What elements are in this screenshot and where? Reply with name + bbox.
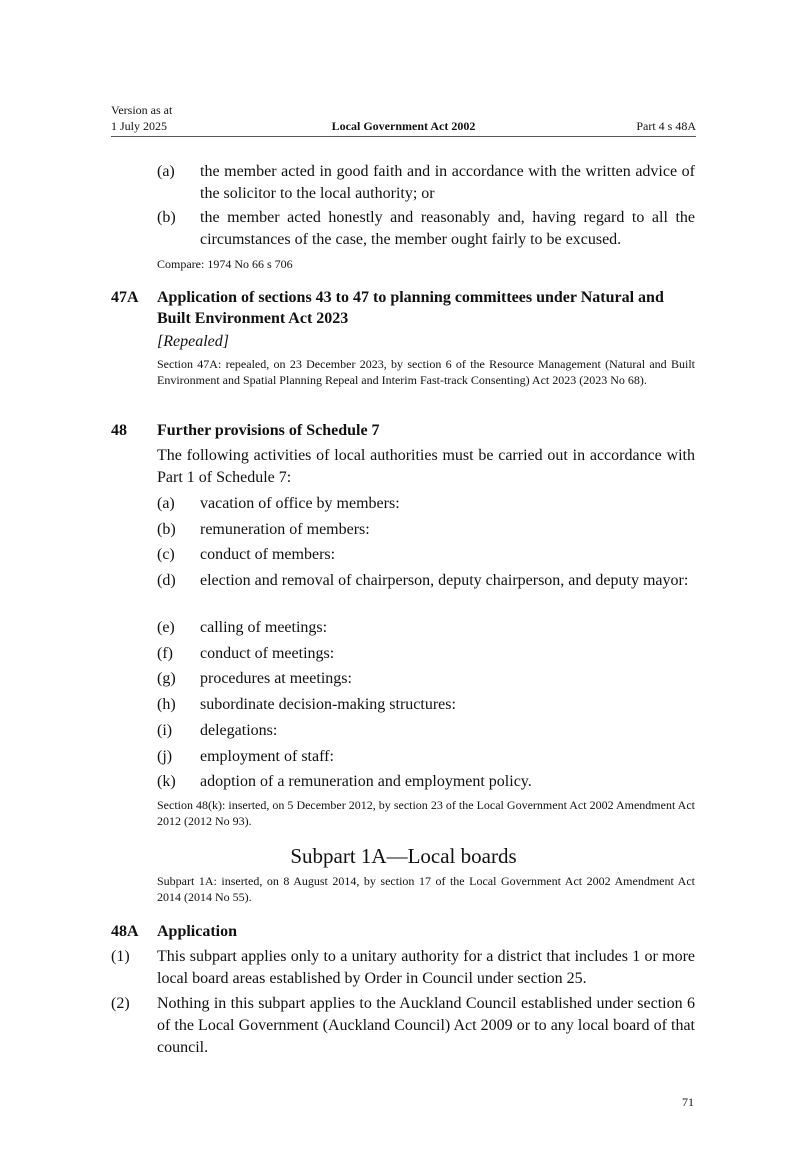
subsection-label: (2) <box>111 995 130 1012</box>
section-number: 47A <box>111 289 139 306</box>
item-text: adoption of a remuneration and employment policy. <box>200 773 532 790</box>
section-number: 48 <box>111 422 127 439</box>
item-label: (e) <box>157 619 175 636</box>
section-heading: Further provisions of Schedule 7 <box>157 422 380 439</box>
item-text: delegations: <box>200 722 278 739</box>
item-text: election and removal of chairperson, deputy chairperson, and deputy mayor: <box>200 572 689 589</box>
para-label: (b) <box>157 209 176 226</box>
item-text: calling of meetings: <box>200 619 328 636</box>
item-text: procedures at meetings: <box>200 670 352 687</box>
version-date: 1 July 2025 <box>111 119 168 133</box>
history-note: Subpart 1A: inserted, on 8 August 2014, by section 17 of the Local Government Act 2002 Amendment Act 2014 (2014 No 55). <box>157 874 695 904</box>
header-rule <box>111 136 696 137</box>
compare-note: Compare: 1974 No 66 s 706 <box>157 257 293 271</box>
item-label: (g) <box>157 670 176 687</box>
section-number: 48A <box>111 923 139 940</box>
repealed-status: [Repealed] <box>157 333 229 350</box>
subpart-heading: Subpart 1A—Local boards <box>290 844 517 868</box>
history-note: Section 48(k): inserted, on 5 December 2012, by section 23 of the Local Government Act 2002 Amendment Act 2012 (2012 No 93). <box>157 798 695 828</box>
page-number: 71 <box>682 1095 694 1109</box>
item-label: (f) <box>157 645 173 662</box>
item-label: (i) <box>157 722 173 739</box>
item-label: (j) <box>157 748 173 765</box>
para-text: the member acted in good faith and in accordance with the written advice of the solicitor to the local authority; or <box>200 163 695 202</box>
item-label: (k) <box>157 773 176 790</box>
item-text: subordinate decision-making structures: <box>200 696 456 713</box>
item-text: remuneration of members: <box>200 521 370 538</box>
item-label: (b) <box>157 521 176 538</box>
item-label: (h) <box>157 696 176 713</box>
item-label: (d) <box>157 572 176 589</box>
para-label: (a) <box>157 163 175 180</box>
history-note: Section 47A: repealed, on 23 December 2023, by section 6 of the Resource Management (Natural and Built Environment and Spatial Planning Repeal and Interim Fast-track Consenting) Act 2023 (2023 No 68). <box>157 357 695 387</box>
part-reference: Part 4 s 48A <box>636 119 696 133</box>
subsection-text: Nothing in this subpart applies to the Auckland Council established under section 6 of the Local Government (Auckland Council) Act 2009 or to any local board of that council. <box>157 995 695 1056</box>
para-text: the member acted honestly and reasonably and, having regard to all the circumstances of the case, the member ought fairly to be excused. <box>200 209 695 248</box>
running-title: Local Government Act 2002 <box>331 119 476 133</box>
item-text: conduct of meetings: <box>200 645 335 662</box>
section-heading: Application <box>157 923 238 940</box>
item-text: vacation of office by members: <box>200 495 400 512</box>
item-text: employment of staff: <box>200 748 334 765</box>
item-label: (a) <box>157 495 175 512</box>
subsection-label: (1) <box>111 948 130 965</box>
section-heading: Application of sections 43 to 47 to planning committees under Natural and Built Environment Act 2023 <box>157 289 664 327</box>
version-label: Version as at <box>111 103 173 117</box>
item-text: conduct of members: <box>200 546 336 563</box>
section-intro: The following activities of local authorities must be carried out in accordance with Part 1 of Schedule 7: <box>157 447 695 486</box>
subsection-text: This subpart applies only to a unitary authority for a district that includes 1 or more local board areas established by Order in Council under section 25. <box>157 948 695 987</box>
item-label: (c) <box>157 546 175 563</box>
